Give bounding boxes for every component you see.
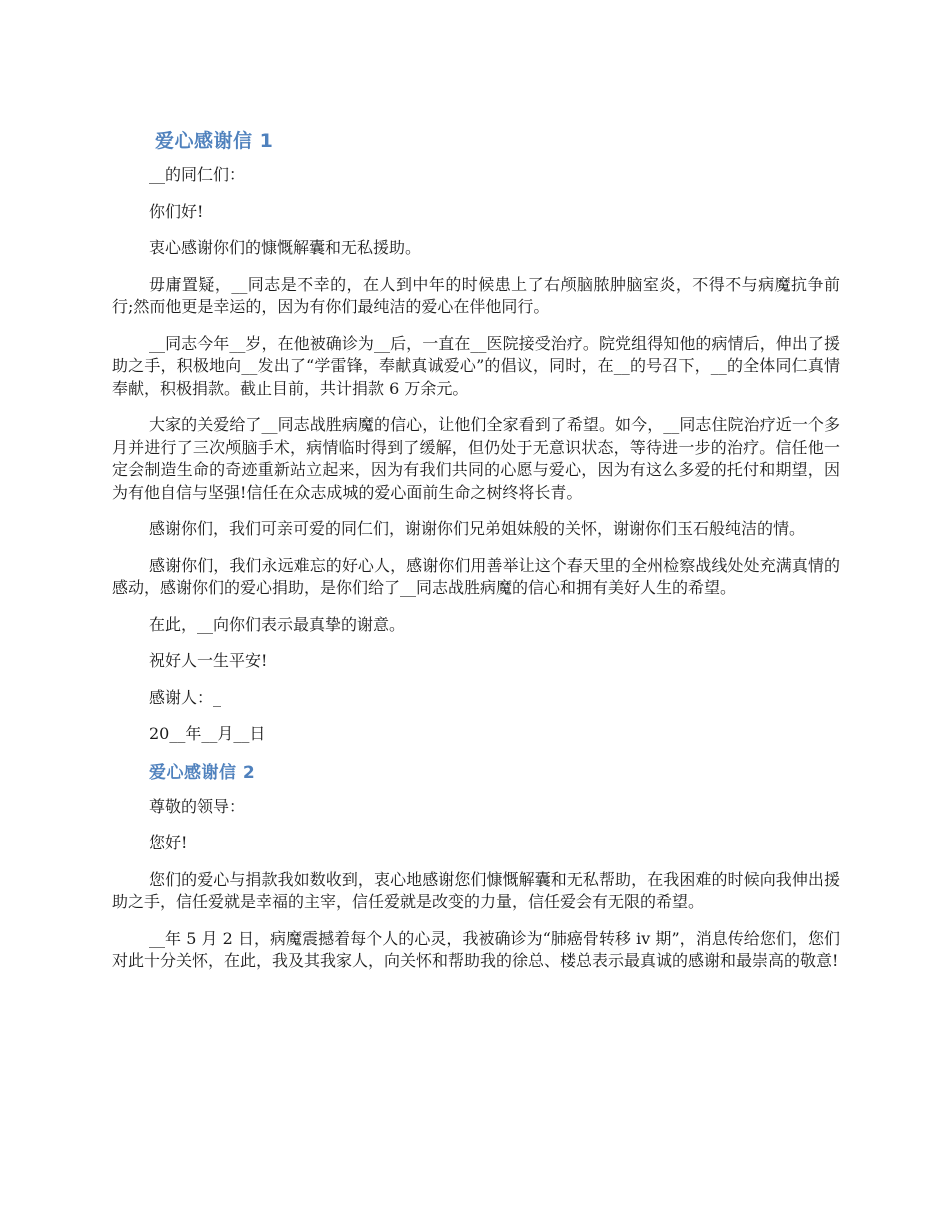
letter1-title: 爱心感谢信 1 xyxy=(155,130,274,152)
letter2-title: 爱心感谢信 2 xyxy=(149,762,256,783)
letter1-greeting: 你们好! xyxy=(149,201,204,221)
letter1-closing: 在此，__向你们表示最真挚的谢意。 xyxy=(149,614,406,634)
letter1-paragraph: __同志今年__岁，在他被确诊为__后，一直在__医院接受治疗。院党组得知他的病情后，伸出了援助之手，积极地向__发出了“学雷锋，奉献真诚爱心”的倡议，同时，在__的号召下，__的全体同仁真情奉献，积极捐款。截止目前，共计捐款 6 万余元。 xyxy=(112,333,840,398)
letter1-date: 20__年__月__日 xyxy=(149,724,266,743)
document-body xyxy=(112,126,840,987)
letter2-paragraph: 您们的爱心与捐款我如数收到，衷心地感谢您们慷慨解囊和无私帮助，在我困难的时候向我伸出援助之手，信任爱就是幸福的主宰，信任爱就是改变的力量，信任爱会有无限的希望。 xyxy=(112,869,840,911)
letter1-paragraph: 毋庸置疑，__同志是不幸的，在人到中年的时候患上了右颅脑脓肿脑室炎，不得不与病魔抗争前行;然而他更是幸运的，因为有你们最纯洁的爱心在伴他同行。 xyxy=(112,274,840,316)
letter1-paragraph: 衷心感谢你们的慷慨解囊和无私援助。 xyxy=(149,238,422,257)
letter2-greeting: 您好! xyxy=(149,833,188,852)
letter1-salutation: __的同仁们： xyxy=(149,165,246,184)
letter2-paragraph: __年 5 月 2 日，病魔震撼着每个人的心灵，我被确诊为“肺癌骨转移 iv 期”，消息传给您们，您们对此十分关怀，在此，我及其我家人，向关怀和帮助我的徐总、楼总表示最真诚的感谢和最崇高的敬意! xyxy=(112,928,840,970)
letter1-paragraph: 感谢你们，我们可亲可爱的同仁们，谢谢你们兄弟姐妹般的关怀，谢谢你们玉石般纯洁的情。 xyxy=(149,519,806,538)
letter1-paragraph: 大家的关爱给了__同志战胜病魔的信心，让他们全家看到了希望。如今，__同志住院治疗近一个多月并进行了三次颅脑手术，病情临时得到了缓解，但仍处于无意识状态，等待进一步的治疗。信任他一定会制造生命的奇迹重新站立起来，因为有我们共同的心愿与爱心，因为有这么多爱的托付和期望，因为有他自信与坚强!信任在众志成城的爱心面前生命之树终将长青。 xyxy=(112,415,840,502)
letter2-salutation: 尊敬的领导： xyxy=(149,796,246,816)
letter1-blessing: 祝好人一生平安! xyxy=(149,651,268,670)
letter1-signature: 感谢人：_ xyxy=(149,687,222,707)
letter1-paragraph: 感谢你们，我们永远难忘的好心人，感谢你们用善举让这个春天里的全州检察战线处处充满真情的感动，感谢你们的爱心捐助，是你们给了__同志战胜病魔的信心和拥有美好人生的希望。 xyxy=(112,555,840,597)
